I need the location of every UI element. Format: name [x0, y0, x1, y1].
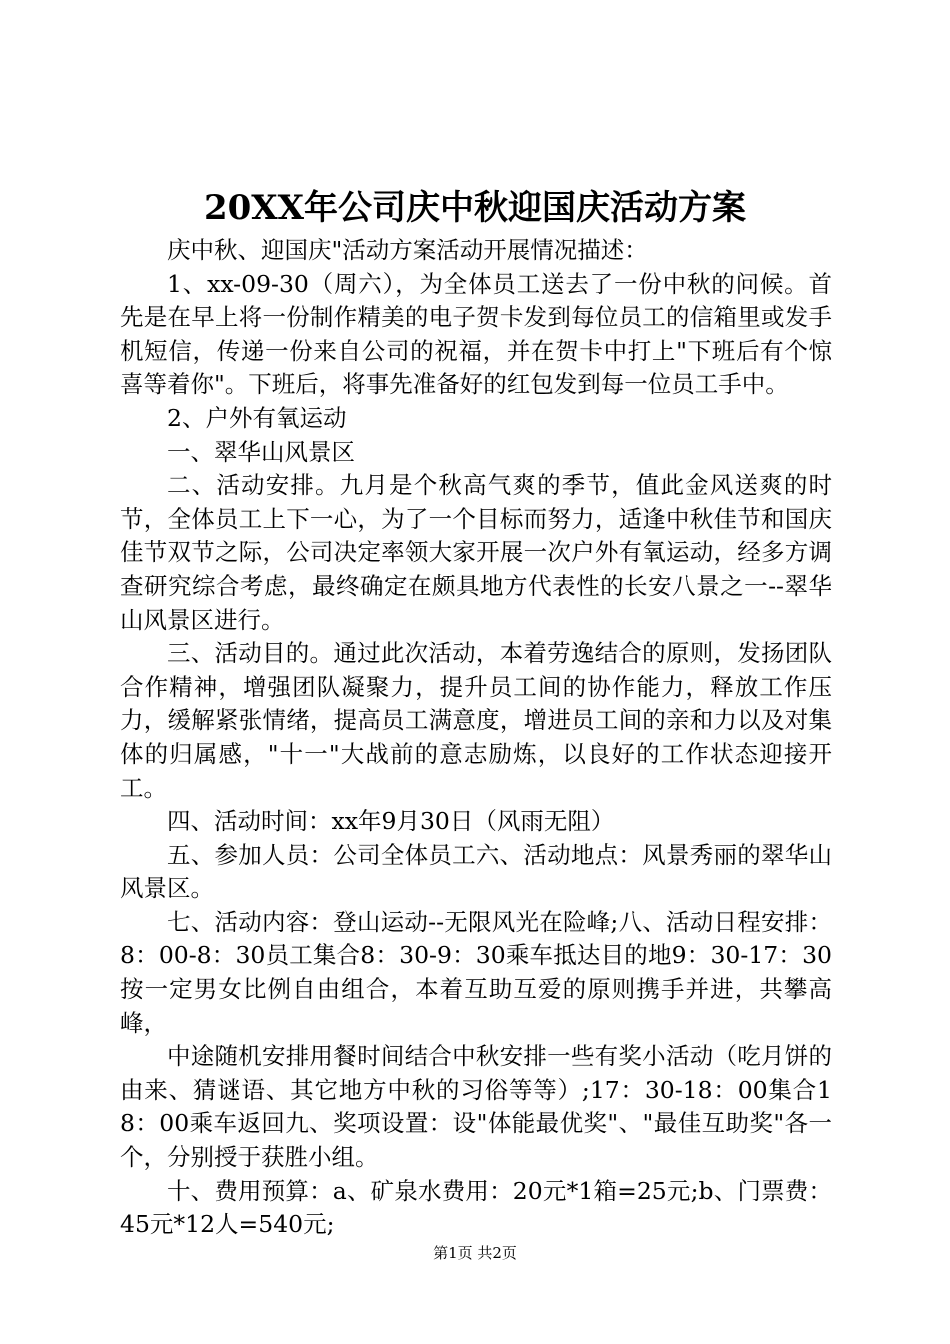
- paragraph-item-1: 1、xx-09-30（周六），为全体员工送去了一份中秋的问候。首先是在早上将一份制作精美的电子贺卡发到每位员工的信箱里或发手机短信，传递一份来自公司的祝福，并在贺卡中打上"下班后有个惊喜等着你"。下班后，将事先准备好的红包发到每一位员工手中。: [120, 269, 832, 399]
- paragraph-section-2: 二、活动安排。九月是个秋高气爽的季节，值此金风送爽的时节，全体员工上下一心，为了一个目标而努力，适逢中秋佳节和国庆佳节双节之际，公司决定率领大家开展一次户外有氧运动，经多方调查研究综合考虑，最终确定在颇具地方代表性的长安八景之一--翠华山风景区进行。: [120, 471, 832, 634]
- page-footer: 第1页 共2页: [433, 1244, 517, 1262]
- paragraph-intro: 庆中秋、迎国庆"活动方案活动开展情况描述：: [167, 236, 648, 264]
- paragraph-section-5: 五、参加人员：公司全体员工六、活动地点：风景秀丽的翠华山风景区。: [120, 840, 832, 903]
- document-title: 20XX年公司庆中秋迎国庆活动方案: [203, 188, 747, 228]
- paragraph-section-1: 一、翠华山风景区: [167, 437, 355, 466]
- paragraph-schedule-continued: 中途随机安排用餐时间结合中秋安排一些有奖小活动（吃月饼的由来、猜谜语、其它地方中秋的习俗等等）;17：30-18：00集合18：00乘车返回九、奖项设置：设"体能最优奖"、"最佳互助奖"各一个，分别授于获胜小组。: [120, 1042, 832, 1172]
- paragraph-section-10: 十、费用预算：a、矿泉水费用：20元*1箱=25元;b、门票费：45元*12人=540元;: [120, 1176, 832, 1239]
- paragraph-section-3: 三、活动目的。通过此次活动，本着劳逸结合的原则，发扬团队合作精神，增强团队凝聚力，提升员工间的协作能力，释放工作压力，缓解紧张情绪，提高员工满意度，增进员工间的亲和力以及对集体的归属感，"十一"大战前的意志励炼，以良好的工作状态迎接开工。: [120, 639, 832, 802]
- document-body: [120, 234, 832, 1242]
- paragraph-item-2: 2、户外有氧运动: [167, 403, 347, 432]
- paragraph-section-4: 四、活动时间：xx年9月30日（风雨无阻）: [167, 807, 615, 836]
- paragraph-section-7: 七、活动内容：登山运动--无限风光在险峰;八、活动日程安排：8：00-8：30员工集合8：30-9：30乘车抵达目的地9：30-17：30按一定男女比例自由组合，本着互助互爱的原则携手并进，共攀高峰，: [120, 907, 832, 1037]
